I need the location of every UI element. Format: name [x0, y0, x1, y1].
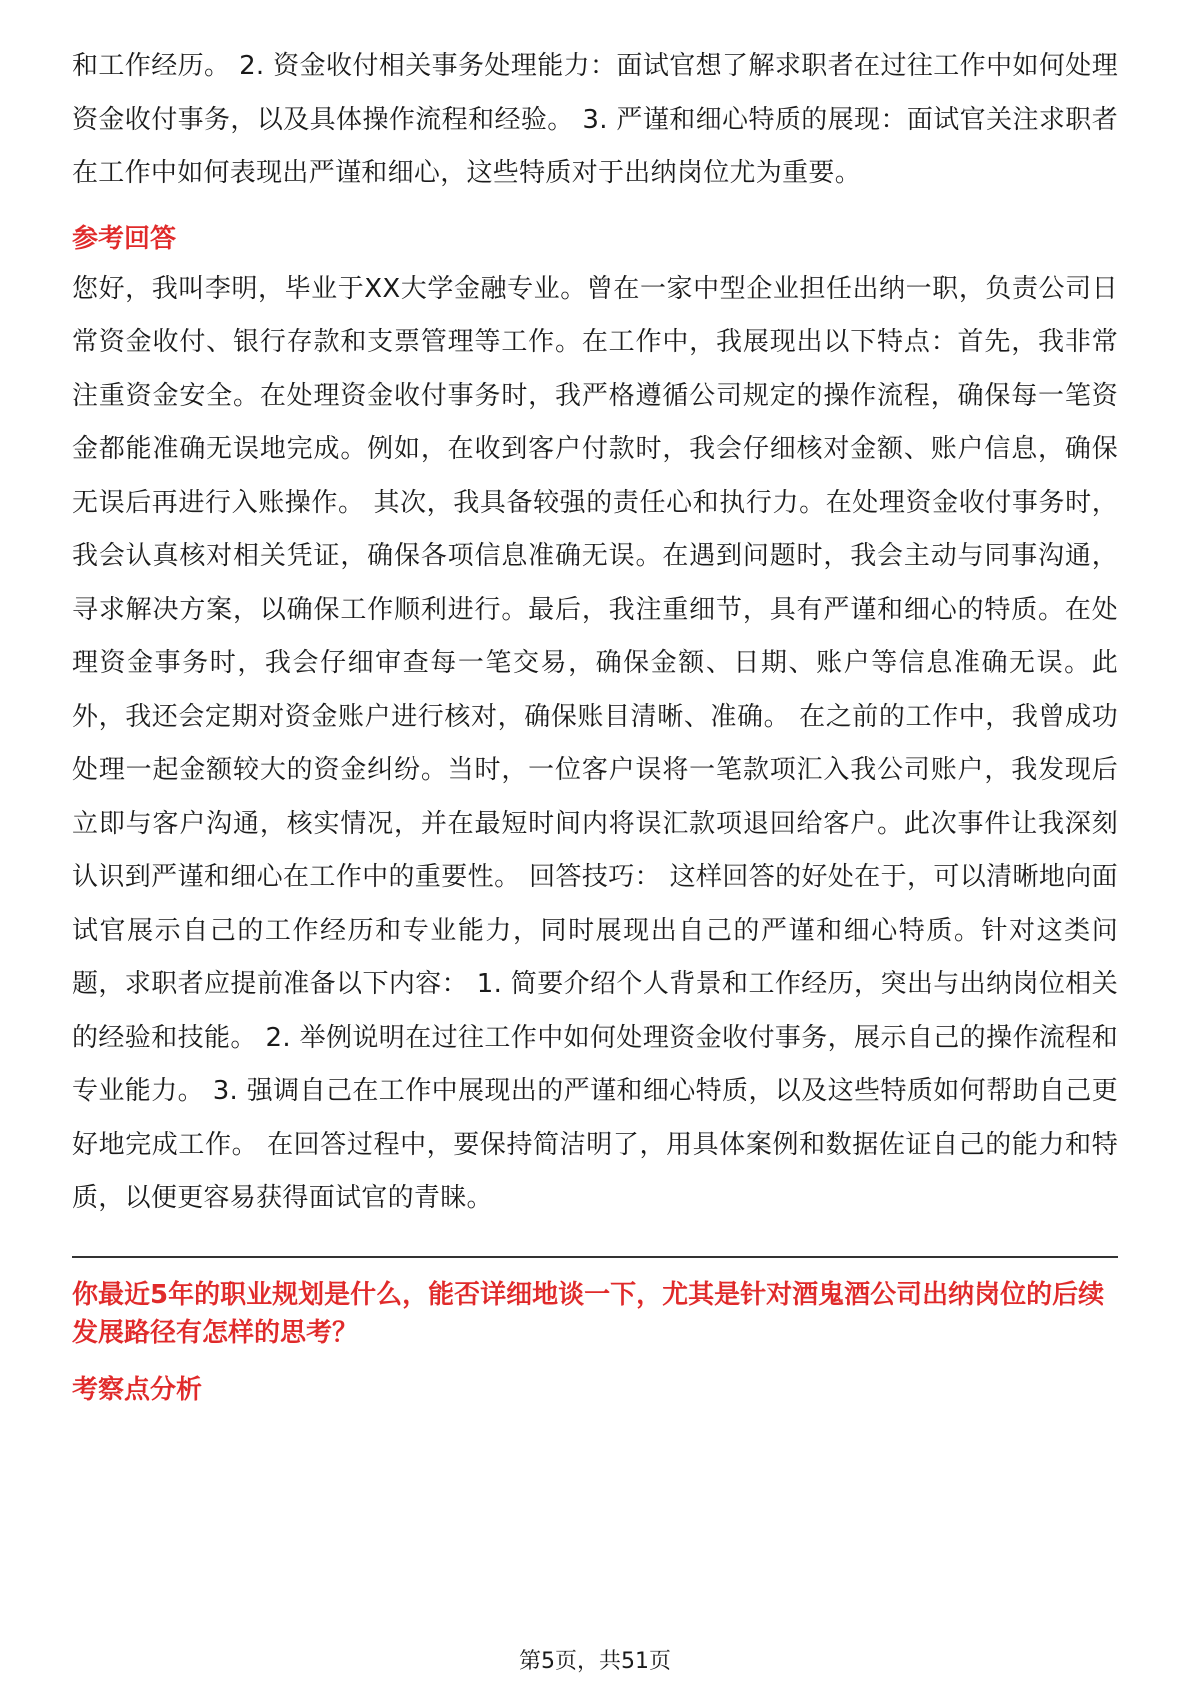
reference-answer-paragraph: 您好，我叫李明，毕业于XX大学金融专业。曾在一家中型企业担任出纳一职，负责公司日常资金收付、银行存款和支票管理等工作。在工作中，我展现出以下特点：首先，我非常注重资金安全。在处理资金收付事务时，我严格遵循公司规定的操作流程，确保每一笔资金都能准确无误地完成。例如，在收到客户付款时，我会仔细核对金额、账户信息，确保无误后再进行入账操作。 其次，我具备较强的责任心和执行力。在处理资金收付事务时，我会认真核对相关凭证，确保各项信息准确无误。在遇到问题时，我会主动与同事沟通，寻求解决方案，以确保工作顺利进行。最后，我注重细节，具有严谨和细心的特质。在处理资金事务时，我会仔细审查每一笔交易，确保金额、日期、账户等信息准确无误。此外，我还会定期对资金账户进行核对，确保账目清晰、准确。 在之前的工作中，我曾成功处理一起金额较大的资金纠纷。当时，一位客户误将一笔款项汇入我公司账户，我发现后立即与客户沟通，核实情况，并在最短时间内将误汇款项退回给客户。此次事件让我深刻认识到严谨和细心在工作中的重要性。 回答技巧： 这样回答的好处在于，可以清晰地向面试官展示自己的工作经历和专业能力，同时展现出自己的严谨和细心特质。针对这类问题，求职者应提前准备以下内容： 1. 简要介绍个人背景和工作经历，突出与出纳岗位相关的经验和技能。 2. 举例说明在过往工作中如何处理资金收付事务，展示自己的操作流程和专业能力。 3. 强调自己在工作中展现出的严谨和细心特质，以及这些特质如何帮助自己更好地完成工作。 在回答过程中，要保持简洁明了，用具体案例和数据佐证自己的能力和特质，以便更容易获得面试官的青睐。 [72, 273, 1118, 1213]
document-page [72, 40, 1118, 1414]
analysis-heading: 考察点分析 [72, 1374, 203, 1405]
reference-answer-heading: 参考回答 [72, 223, 177, 254]
page-indicator: 第5页，共51页 [519, 1649, 671, 1674]
next-question-heading: 你最近5年的职业规划是什么，能否详细地谈一下，尤其是针对酒鬼酒公司出纳岗位的后续发展路径有怎样的思考？ [72, 1279, 1105, 1348]
section-divider [72, 1256, 1118, 1258]
intro-continuation-paragraph: 和工作经历。 2. 资金收付相关事务处理能力：面试官想了解求职者在过往工作中如何处理资金收付事务，以及具体操作流程和经验。 3. 严谨和细心特质的展现：面试官关注求职者在工作中如何表现出严谨和细心，这些特质对于出纳岗位尤为重要。 [72, 51, 1118, 188]
